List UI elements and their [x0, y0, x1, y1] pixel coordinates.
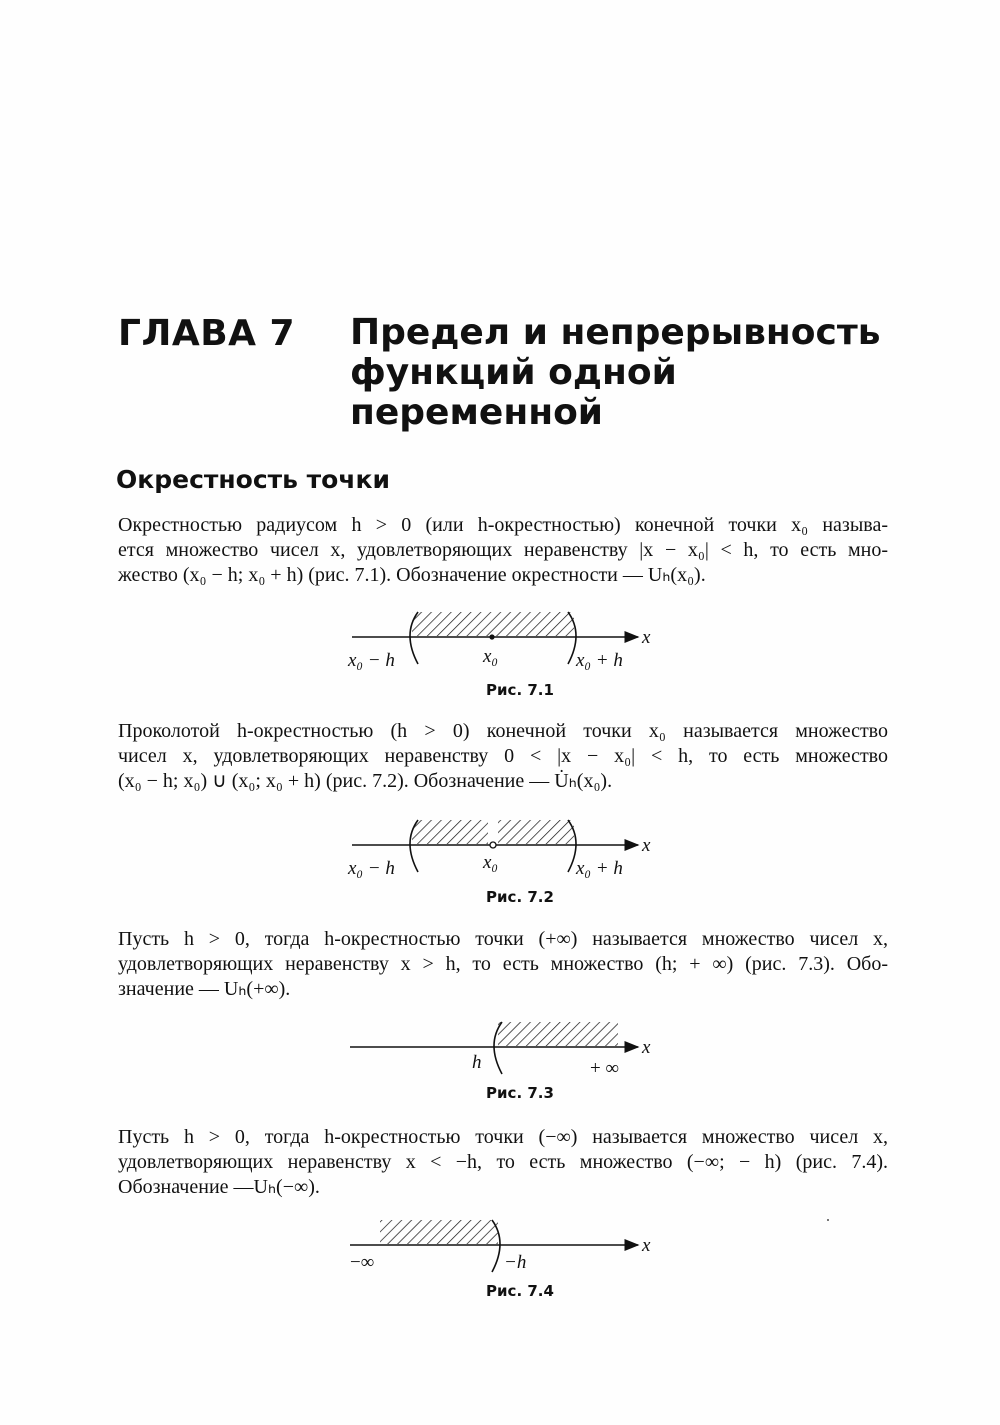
figure-caption: Рис. 7.3 — [486, 1084, 554, 1102]
hatched-region — [412, 612, 574, 636]
text-line: значение — Uₕ(+∞). — [118, 978, 291, 1000]
chapter-title-line: Предел и непрерывность — [350, 312, 881, 353]
figure-7-2 — [340, 812, 660, 906]
text-line: ется множество чисел x, удовлетворяющих неравенству |x − x₀| < h, то есть мно- — [118, 539, 888, 561]
text-line: Окрестностью радиусом h > 0 (или h-окрестностью) конечной точки x₀ называ- — [118, 514, 888, 536]
chapter-title — [350, 313, 910, 433]
left-endpoint-label: x₀ − h — [348, 650, 395, 671]
text-line: Пусть h > 0, тогда h-окрестностью точки (+∞) называется множество чисел x, — [118, 928, 888, 950]
infinity-label: + ∞ — [590, 1058, 620, 1079]
hatched-region-right — [498, 820, 574, 844]
axis-label: x — [642, 1037, 651, 1058]
minus-infinity-label: −∞ — [350, 1252, 375, 1273]
figure-7-2-diagram — [340, 812, 660, 882]
figure-7-1-diagram — [340, 604, 660, 674]
text-line: (x₀ − h; x₀) ∪ (x₀; x₀ + h) (рис. 7.2). Обозначение — U̇ₕ(x₀). — [118, 770, 613, 792]
section-title: Окрестность точки — [116, 465, 390, 494]
figure-7-1 — [340, 604, 660, 699]
text-line: Обозначение —Uₕ(−∞). — [118, 1176, 320, 1198]
hatched-region — [498, 1022, 618, 1046]
center-label: x₀ — [483, 646, 499, 667]
text-line: жество (x₀ − h; x₀ + h) (рис. 7.1). Обозначение окрестности — Uₕ(x₀). — [118, 564, 706, 586]
paragraph-plus-infinity — [118, 927, 888, 1002]
paragraph-punctured-neighborhood — [118, 719, 888, 794]
figure-7-3 — [340, 1014, 660, 1104]
left-endpoint-label: x₀ − h — [348, 858, 395, 879]
axis-label: x — [642, 835, 651, 856]
text-line: Пусть h > 0, тогда h-окрестностью точки (−∞) называется множество чисел x, — [118, 1126, 888, 1148]
text-line: чисел x, удовлетворяющих неравенству 0 < |x − x₀| < h, то есть множество — [118, 745, 888, 767]
figure-caption: Рис. 7.2 — [486, 888, 554, 906]
center-label: x₀ — [483, 852, 499, 873]
scan-speck — [827, 1219, 829, 1221]
right-endpoint-label: x₀ + h — [576, 858, 623, 879]
hatched-region — [380, 1220, 498, 1244]
figure-caption: Рис. 7.4 — [486, 1282, 554, 1300]
axis-label: x — [642, 1235, 651, 1256]
center-point — [489, 634, 494, 639]
figure-7-3-diagram — [340, 1014, 660, 1084]
paragraph-neighborhood — [118, 513, 888, 588]
figure-caption: Рис. 7.1 — [486, 681, 554, 699]
chapter-label: ГЛАВА 7 — [118, 313, 296, 354]
left-endpoint-label: h — [472, 1052, 482, 1073]
text-line: удовлетворяющих неравенству x > h, то есть множество (h; + ∞) (рис. 7.3). Обо- — [118, 953, 888, 975]
chapter-title-line: переменной — [350, 392, 604, 433]
figure-7-4 — [340, 1212, 660, 1302]
right-endpoint-label: x₀ + h — [576, 650, 623, 671]
text-line: Проколотой h-окрестностью (h > 0) конечной точки x₀ называется множество — [118, 720, 888, 742]
figure-7-4-diagram — [340, 1212, 660, 1282]
chapter-title-line: функций одной — [350, 352, 677, 393]
text-line: удовлетворяющих неравенству x < −h, то есть множество (−∞; − h) (рис. 7.4). — [118, 1151, 888, 1173]
right-endpoint-label: −h — [504, 1252, 527, 1273]
hatched-region-left — [412, 820, 488, 844]
axis-label: x — [642, 627, 651, 648]
punctured-point — [490, 842, 496, 848]
paragraph-minus-infinity — [118, 1125, 888, 1200]
